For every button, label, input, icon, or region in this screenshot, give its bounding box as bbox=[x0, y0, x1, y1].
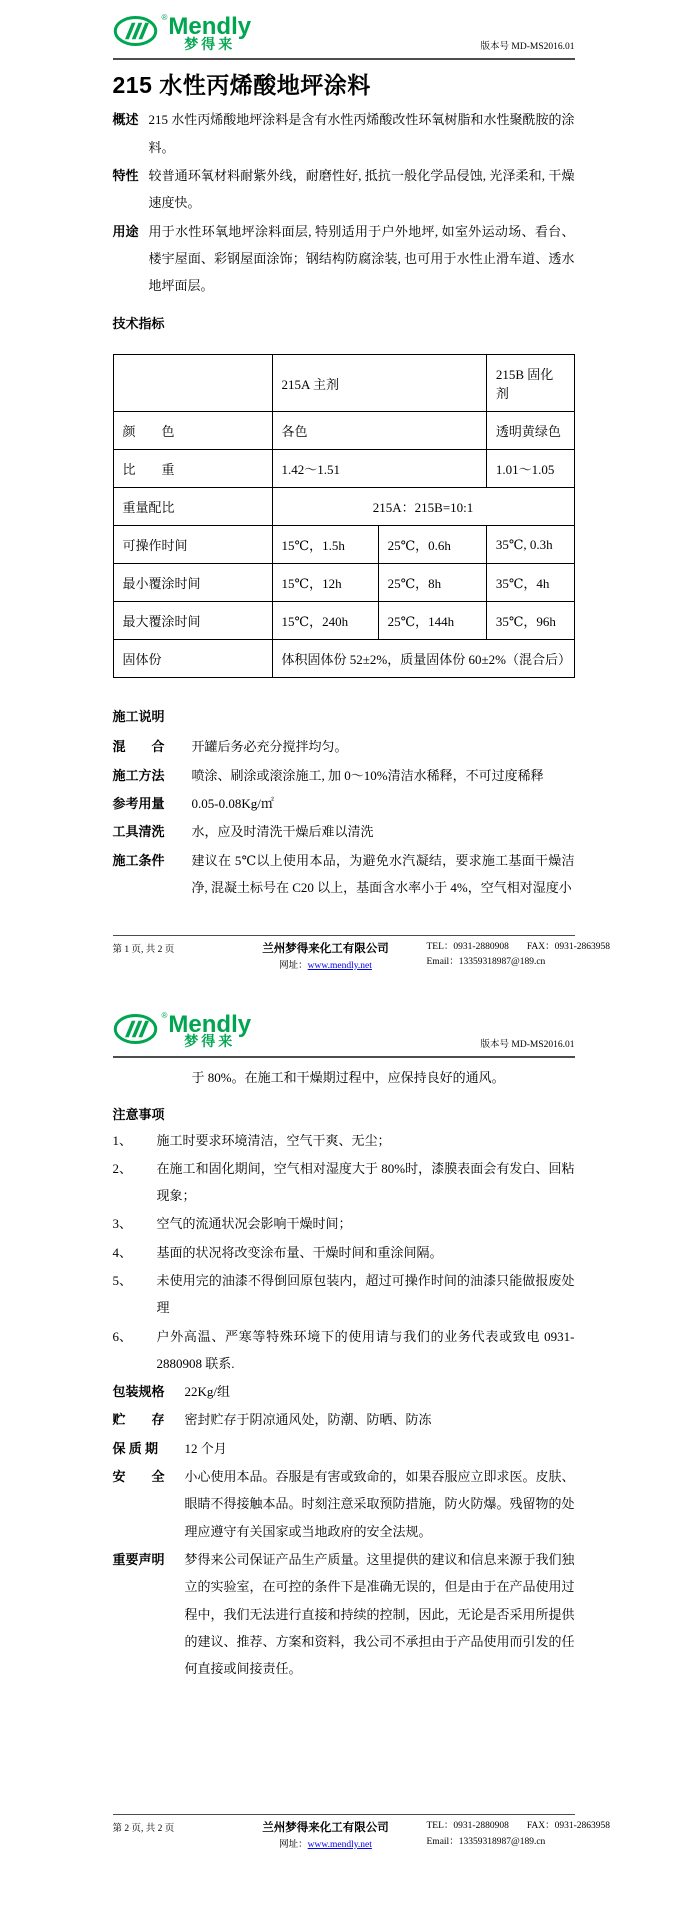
table-cell-215a: 215A 主剂 bbox=[272, 355, 486, 412]
table-row-ratio bbox=[113, 488, 574, 526]
shelf-life-label: 保 质 期 bbox=[112, 1440, 159, 1456]
disclaimer-text: 梦得来公司保证产品生产质量。这里提供的建议和信息来源于我们独立的实验室，在可控的条件下是准确无误的，但是由于在产品使用过程中，我们无法进行直接和持续的控制，因此，无论是否采用所提供的建议、推荐、方案和资料，我公司不承担由于产品使用而引发的任何直接或间接责任。 bbox=[184, 1551, 575, 1677]
mixing-label: 混 合 bbox=[112, 739, 165, 755]
page-1 bbox=[112, 13, 611, 974]
registered-mark: ® bbox=[161, 1010, 168, 1020]
conditions-row bbox=[113, 847, 575, 902]
construction-heading: 施工说明 bbox=[112, 709, 165, 725]
footer-company-block bbox=[231, 1819, 421, 1853]
note-item-6 bbox=[113, 1323, 575, 1378]
note-text: 户外高温、严寒等特殊环境下的使用请与我们的业务代表或致电 0931-2880908 联系. bbox=[156, 1328, 575, 1371]
table-cell: 比 重 bbox=[113, 450, 272, 488]
tech-specs-table bbox=[113, 354, 575, 678]
notes-heading: 注意事项 bbox=[112, 1106, 165, 1122]
note-item-1 bbox=[113, 1127, 575, 1154]
registered-mark: ® bbox=[161, 13, 168, 22]
table-row-min-recoat bbox=[113, 564, 574, 602]
table-row-solids bbox=[113, 640, 574, 678]
tool-cleaning-label: 工具清洗 bbox=[112, 824, 165, 840]
table-cell bbox=[113, 355, 272, 412]
conditions-label: 施工条件 bbox=[112, 852, 165, 868]
overview-label: 概述 bbox=[112, 112, 139, 128]
table-row-gravity bbox=[113, 450, 574, 488]
table-cell: 1.01～1.05 bbox=[486, 450, 574, 488]
version-label: 版本号 MD-MS2016.01 bbox=[480, 42, 575, 53]
safety-text: 小心使用本品。吞服是有害或致命的，如果吞服应立即求医。皮肤、眼睛不得接触本品。时刻注意采取预防措施，防火防爆。残留物的处理应遵守有关国家或当地政府的安全法规。 bbox=[184, 1469, 575, 1539]
note-text: 基面的状况将改变涂布量、干燥时间和重涂间隔。 bbox=[156, 1244, 443, 1260]
note-text: 未使用完的油漆不得倒回原包装内，超过可操作时间的油漆只能做报废处理 bbox=[156, 1273, 575, 1316]
table-cell: 15℃，1.5h bbox=[272, 526, 378, 564]
fax: FAX：0931-2863958 bbox=[526, 1821, 611, 1832]
mendly-oval-icon bbox=[113, 1012, 161, 1046]
table-cell: 25℃，144h bbox=[378, 602, 486, 640]
disclaimer-label: 重要声明 bbox=[112, 1551, 165, 1567]
brand-name-en: Mendly bbox=[168, 1010, 252, 1038]
page-header bbox=[113, 14, 575, 60]
table-cell: 颜 色 bbox=[113, 412, 272, 450]
table-cell-215b: 215B 固化剂 bbox=[486, 355, 574, 412]
page-2 bbox=[112, 1010, 611, 1853]
website-link[interactable]: www.mendly.net bbox=[307, 960, 372, 971]
email-label: Email： bbox=[426, 957, 459, 968]
table-cell: 最大覆涂时间 bbox=[113, 602, 272, 640]
packaging-text: 22Kg/组 bbox=[184, 1384, 231, 1400]
conditions-continuation: 于 80%。在施工和干燥期过程中，应保持良好的通风。 bbox=[191, 1070, 505, 1086]
footer-contact-block bbox=[421, 940, 611, 970]
storage-row bbox=[113, 1406, 575, 1433]
usage-text: 用于水性环氧地坪涂料面层, 特别适用于户外地坪, 如室外运动场、看台、楼宇屋面、彩钢屋面涂饰；钢结构防腐涂装, 也可用于水性止滑车道、透水地坪面层。 bbox=[148, 223, 575, 294]
table-cell: 215A：215B=10:1 bbox=[272, 488, 574, 526]
note-number: 2、 bbox=[112, 1160, 133, 1176]
features-text: 较普通环氧材料耐紫外线，耐磨性好, 抵抗一般化学品侵蚀, 光泽柔和, 干燥速度快。 bbox=[148, 167, 575, 211]
email-line bbox=[427, 955, 611, 970]
fax: FAX：0931-2863958 bbox=[526, 942, 611, 953]
company-logo bbox=[113, 1012, 252, 1052]
company-logo bbox=[113, 14, 252, 54]
storage-label: 贮 存 bbox=[112, 1412, 165, 1428]
overview-row bbox=[113, 106, 575, 161]
note-text: 在施工和固化期间，空气相对湿度大于 80%时，漆膜表面会有发白、回粘现象； bbox=[156, 1160, 575, 1204]
table-cell: 25℃，0.6h bbox=[378, 526, 486, 564]
note-item-2 bbox=[113, 1155, 575, 1210]
overview-text: 215 水性丙烯酸地坪涂料是含有水性丙烯酸改性环氧树脂和水性聚酰胺的涂料。 bbox=[148, 112, 575, 155]
mixing-text: 开罐后务必充分搅拌均匀。 bbox=[191, 739, 348, 755]
method-label: 施工方法 bbox=[112, 767, 165, 783]
website-line bbox=[231, 959, 421, 974]
page-footer bbox=[112, 935, 611, 974]
logo-text bbox=[168, 13, 252, 54]
company-name: 兰州梦得来化工有限公司 bbox=[262, 1822, 389, 1835]
table-row-header bbox=[113, 355, 574, 412]
version-label: 版本号 MD-MS2016.01 bbox=[480, 1040, 575, 1051]
email-label: Email： bbox=[426, 1836, 459, 1847]
note-text: 空气的流通状况会影响干燥时间； bbox=[156, 1216, 352, 1232]
storage-text: 密封贮存于阴凉通风处，防潮、防晒、防冻 bbox=[184, 1412, 432, 1428]
note-text: 施工时要求环境清洁，空气干爽、无尘； bbox=[156, 1132, 391, 1148]
website-label: 网址： bbox=[279, 960, 308, 971]
page-header bbox=[113, 1012, 575, 1058]
dosage-row bbox=[113, 790, 575, 817]
table-row-max-recoat bbox=[113, 602, 574, 640]
table-cell: 35℃, 0.3h bbox=[486, 526, 574, 564]
shelf-life-text: 12 个月 bbox=[184, 1440, 227, 1456]
note-number: 6、 bbox=[112, 1328, 133, 1344]
note-item-3 bbox=[113, 1210, 575, 1237]
table-cell: 35℃，96h bbox=[486, 602, 574, 640]
page-number: 第 2 页, 共 2 页 bbox=[112, 1824, 175, 1835]
tel-fax-line bbox=[427, 1819, 611, 1834]
table-cell: 固体份 bbox=[113, 640, 272, 678]
email-value: 13359318987@189.cn bbox=[458, 1836, 546, 1847]
table-row-color bbox=[113, 412, 574, 450]
company-name: 兰州梦得来化工有限公司 bbox=[262, 943, 389, 956]
table-cell: 可操作时间 bbox=[113, 526, 272, 564]
brand-name-cn: 梦得来 bbox=[184, 37, 236, 53]
dosage-label: 参考用量 bbox=[112, 796, 165, 812]
method-row bbox=[113, 762, 575, 789]
note-number: 4、 bbox=[112, 1244, 133, 1260]
table-cell: 15℃，240h bbox=[272, 602, 378, 640]
features-label: 特性 bbox=[112, 167, 139, 183]
brand-name-en: Mendly bbox=[168, 13, 252, 40]
product-title: 215 水性丙烯酸地坪涂料 bbox=[112, 72, 371, 99]
footer-company-block bbox=[231, 940, 421, 974]
page-footer bbox=[112, 1814, 611, 1853]
page-number: 第 1 页, 共 2 页 bbox=[112, 945, 175, 956]
usage-row bbox=[113, 218, 575, 300]
dosage-text: 0.05-0.08Kg/㎡ bbox=[191, 796, 274, 812]
tool-cleaning-row bbox=[113, 818, 575, 845]
footer-contact-block bbox=[421, 1819, 611, 1849]
note-number: 1、 bbox=[112, 1132, 133, 1148]
table-cell: 35℃，4h bbox=[486, 564, 574, 602]
note-number: 5、 bbox=[112, 1273, 133, 1288]
brand-name-cn: 梦得来 bbox=[184, 1035, 236, 1051]
table-cell: 1.42～1.51 bbox=[272, 450, 486, 488]
logo-text bbox=[168, 1010, 252, 1052]
conditions-text: 建议在 5℃以上使用本品，为避免水汽凝结，要求施工基面干燥洁净, 混凝土标号在 C20 以上，基面含水率小于 4%，空气相对湿度小 bbox=[191, 852, 575, 895]
packaging-row bbox=[113, 1378, 575, 1405]
note-item-4 bbox=[113, 1239, 575, 1266]
email-value: 13359318987@189.cn bbox=[458, 957, 546, 968]
note-number: 3、 bbox=[112, 1216, 133, 1232]
packaging-label: 包装规格 bbox=[112, 1384, 165, 1400]
safety-row bbox=[113, 1463, 575, 1545]
email-line bbox=[427, 1835, 611, 1850]
tel: TEL：0931-2880908 bbox=[426, 1821, 509, 1832]
safety-label: 安 全 bbox=[112, 1469, 165, 1485]
tel: TEL：0931-2880908 bbox=[426, 942, 509, 953]
tel-fax-line bbox=[427, 940, 611, 955]
table-cell: 体积固体份 52±2%，质量固体份 60±2%（混合后） bbox=[272, 640, 574, 678]
disclaimer-row bbox=[113, 1546, 575, 1682]
table-cell: 透明黄绿色 bbox=[486, 412, 574, 450]
tech-specs-heading: 技术指标 bbox=[112, 316, 165, 332]
shelf-life-row bbox=[113, 1435, 575, 1462]
table-cell: 各色 bbox=[272, 412, 486, 450]
website-line bbox=[231, 1838, 421, 1853]
table-cell: 25℃，8h bbox=[378, 564, 486, 602]
table-row-pot-life bbox=[113, 526, 574, 564]
mixing-row bbox=[113, 733, 575, 760]
table-cell: 15℃，12h bbox=[272, 564, 378, 602]
note-item-5 bbox=[113, 1267, 575, 1322]
tool-cleaning-text: 水，应及时清洗干燥后难以清洗 bbox=[191, 824, 374, 840]
method-text: 喷涂、刷涂或滚涂施工, 加 0～10%清洁水稀释，不可过度稀释 bbox=[191, 767, 544, 783]
mendly-oval-icon bbox=[113, 14, 161, 48]
website-link[interactable]: www.mendly.net bbox=[307, 1839, 372, 1850]
table-cell: 最小覆涂时间 bbox=[113, 564, 272, 602]
table-cell: 重量配比 bbox=[113, 488, 272, 526]
usage-label: 用途 bbox=[112, 223, 139, 239]
website-label: 网址： bbox=[279, 1839, 308, 1850]
features-row bbox=[113, 162, 575, 217]
